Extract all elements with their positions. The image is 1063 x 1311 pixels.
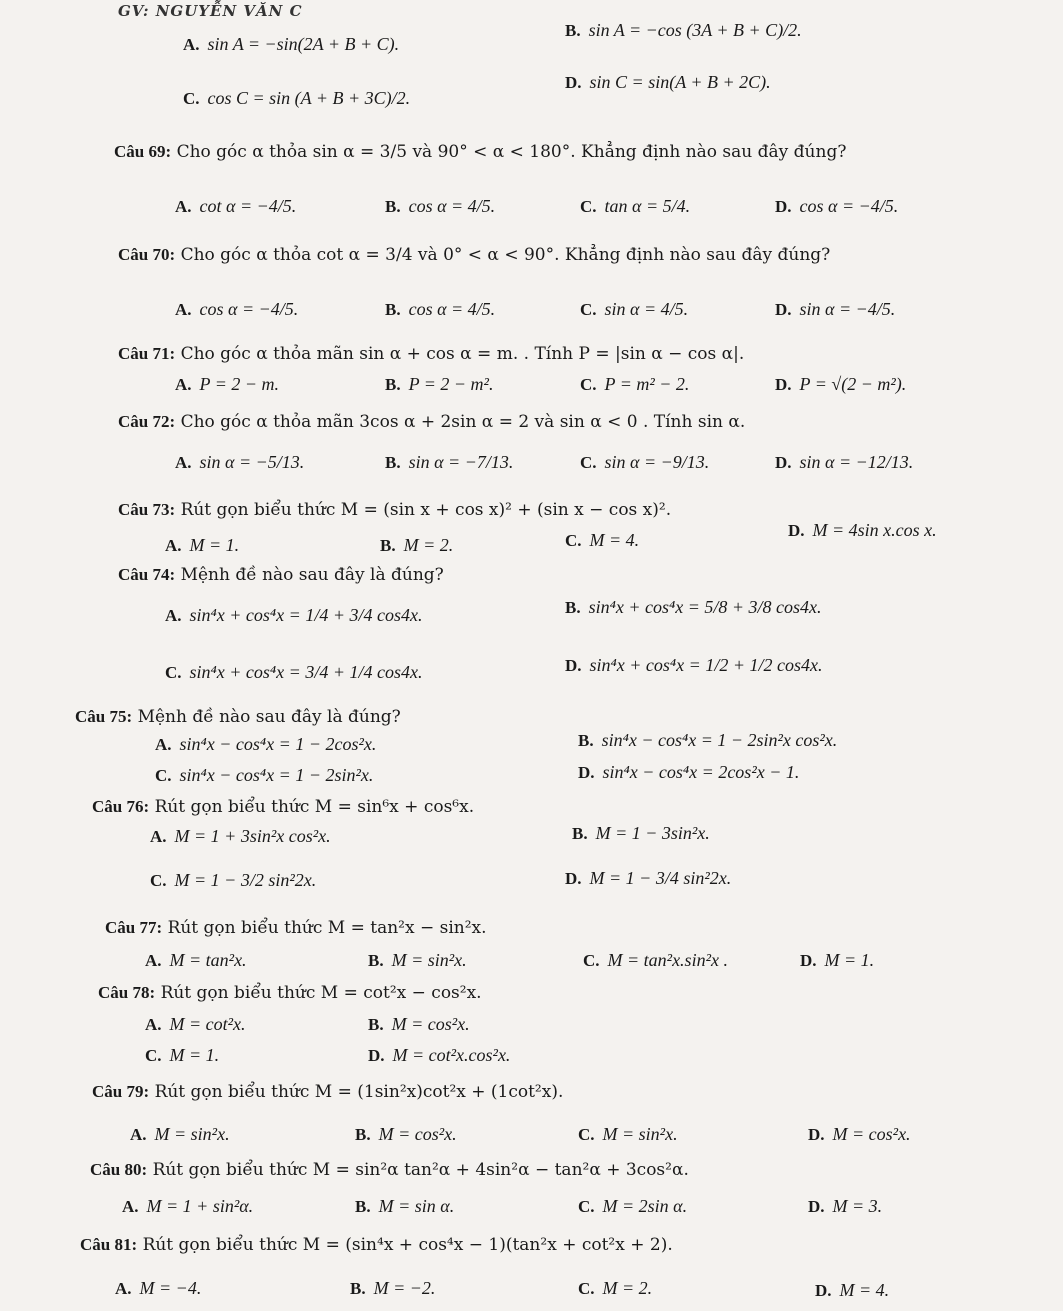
q76-option-d: D. M = 1 − 3/4 sin²2x. [565, 868, 732, 888]
q81-option-c: C. M = 2. [578, 1278, 653, 1298]
q73-option-b: B. M = 2. [380, 535, 454, 555]
top-option-c: C. cos C = sin (A + B + 3C)/2. [183, 88, 411, 108]
top-option-a: A. sin A = −sin(2A + B + C). [183, 34, 400, 54]
q71-option-b: B. P = 2 − m². [385, 374, 494, 394]
q74-option-d: D. sin⁴x + cos⁴x = 1/2 + 1/2 cos4x. [565, 655, 823, 675]
q74-option-a: A. sin⁴x + cos⁴x = 1/4 + 3/4 cos4x. [165, 605, 423, 625]
q77-option-c: C. M = tan²x.sin²x . [583, 950, 728, 970]
q69-option-c: C. tan α = 5/4. [580, 196, 691, 216]
q81-option-a: A. M = −4. [115, 1278, 202, 1298]
q70-option-a: A. cos α = −4/5. [175, 299, 299, 319]
q77-option-d: D. M = 1. [800, 950, 875, 970]
q80-option-a: A. M = 1 + sin²α. [122, 1196, 254, 1216]
q76-option-c: C. M = 1 − 3/2 sin²2x. [150, 870, 317, 890]
question-76: Câu 76: Rút gọn biểu thức M = sin⁶x + cos⁶x. [92, 797, 475, 817]
question-69: Câu 69: Cho góc α thỏa sin α = 3/5 và 90° < α < 180°. Khẳng định nào sau đây đúng? [114, 142, 847, 162]
q79-option-a: A. M = sin²x. [130, 1124, 230, 1144]
q75-option-a: A. sin⁴x − cos⁴x = 1 − 2cos²x. [155, 734, 377, 754]
q78-option-c: C. M = 1. [145, 1045, 220, 1065]
q80-option-d: D. M = 3. [808, 1196, 883, 1216]
q72-option-c: C. sin α = −9/13. [580, 452, 710, 472]
q78-option-d: D. M = cot²x.cos²x. [368, 1045, 511, 1065]
q69-option-d: D. cos α = −4/5. [775, 196, 899, 216]
question-81: Câu 81: Rút gọn biểu thức M = (sin⁴x + cos⁴x − 1)(tan²x + cot²x + 2). [80, 1235, 673, 1255]
q78-option-a: A. M = cot²x. [145, 1014, 246, 1034]
q81-option-d: D. M = 4. [815, 1280, 890, 1300]
q76-option-a: A. M = 1 + 3sin²x cos²x. [150, 826, 331, 846]
top-option-b: B. sin A = −cos (3A + B + C)/2. [565, 20, 802, 40]
q73-option-d: D. M = 4sin x.cos x. [788, 520, 937, 540]
question-80: Câu 80: Rút gọn biểu thức M = sin²α tan²α + 4sin²α − tan²α + 3cos²α. [90, 1160, 689, 1180]
q70-option-b: B. cos α = 4/5. [385, 299, 496, 319]
q77-option-b: B. M = sin²x. [368, 950, 467, 970]
q79-option-b: B. M = cos²x. [355, 1124, 457, 1144]
q71-option-c: C. P = m² − 2. [580, 374, 690, 394]
q78-option-b: B. M = cos²x. [368, 1014, 470, 1034]
top-option-d: D. sin C = sin(A + B + 2C). [565, 72, 771, 92]
q73-option-a: A. M = 1. [165, 535, 240, 555]
q71-option-a: A. P = 2 − m. [175, 374, 279, 394]
question-71: Câu 71: Cho góc α thỏa mãn sin α + cos α = m. . Tính P = |sin α − cos α|. [118, 344, 745, 364]
q70-option-c: C. sin α = 4/5. [580, 299, 689, 319]
q71-option-d: D. P = √(2 − m²). [775, 374, 907, 394]
question-79: Câu 79: Rút gọn biểu thức M = (1sin²x)cot²x + (1cot²x). [92, 1082, 564, 1102]
q74-option-b: B. sin⁴x + cos⁴x = 5/8 + 3/8 cos4x. [565, 597, 822, 617]
q81-option-b: B. M = −2. [350, 1278, 436, 1298]
q72-option-b: B. sin α = −7/13. [385, 452, 514, 472]
q76-option-b: B. M = 1 − 3sin²x. [572, 823, 710, 843]
teacher-header: GV: NGUYỄN VĂN C [118, 2, 303, 20]
question-75: Câu 75: Mệnh đề nào sau đây là đúng? [75, 707, 401, 727]
q75-option-d: D. sin⁴x − cos⁴x = 2cos²x − 1. [578, 762, 800, 782]
q72-option-d: D. sin α = −12/13. [775, 452, 914, 472]
question-77: Câu 77: Rút gọn biểu thức M = tan²x − sin²x. [105, 918, 487, 938]
question-73: Câu 73: Rút gọn biểu thức M = (sin x + cos x)² + (sin x − cos x)². [118, 500, 672, 520]
q74-option-c: C. sin⁴x + cos⁴x = 3/4 + 1/4 cos4x. [165, 662, 423, 682]
q75-option-b: B. sin⁴x − cos⁴x = 1 − 2sin²x cos²x. [578, 730, 838, 750]
q80-option-c: C. M = 2sin α. [578, 1196, 688, 1216]
q79-option-c: C. M = sin²x. [578, 1124, 678, 1144]
q72-option-a: A. sin α = −5/13. [175, 452, 305, 472]
q80-option-b: B. M = sin α. [355, 1196, 455, 1216]
q77-option-a: A. M = tan²x. [145, 950, 247, 970]
q70-option-d: D. sin α = −4/5. [775, 299, 896, 319]
q75-option-c: C. sin⁴x − cos⁴x = 1 − 2sin²x. [155, 765, 374, 785]
question-78: Câu 78: Rút gọn biểu thức M = cot²x − cos²x. [98, 983, 482, 1003]
question-70: Câu 70: Cho góc α thỏa cot α = 3/4 và 0° < α < 90°. Khẳng định nào sau đây đúng? [118, 245, 831, 265]
question-74: Câu 74: Mệnh đề nào sau đây là đúng? [118, 565, 444, 585]
q79-option-d: D. M = cos²x. [808, 1124, 911, 1144]
question-72: Câu 72: Cho góc α thỏa mãn 3cos α + 2sin α = 2 và sin α < 0 . Tính sin α. [118, 412, 746, 432]
q73-option-c: C. M = 4. [565, 530, 640, 550]
q69-option-a: A. cot α = −4/5. [175, 196, 297, 216]
q69-option-b: B. cos α = 4/5. [385, 196, 496, 216]
